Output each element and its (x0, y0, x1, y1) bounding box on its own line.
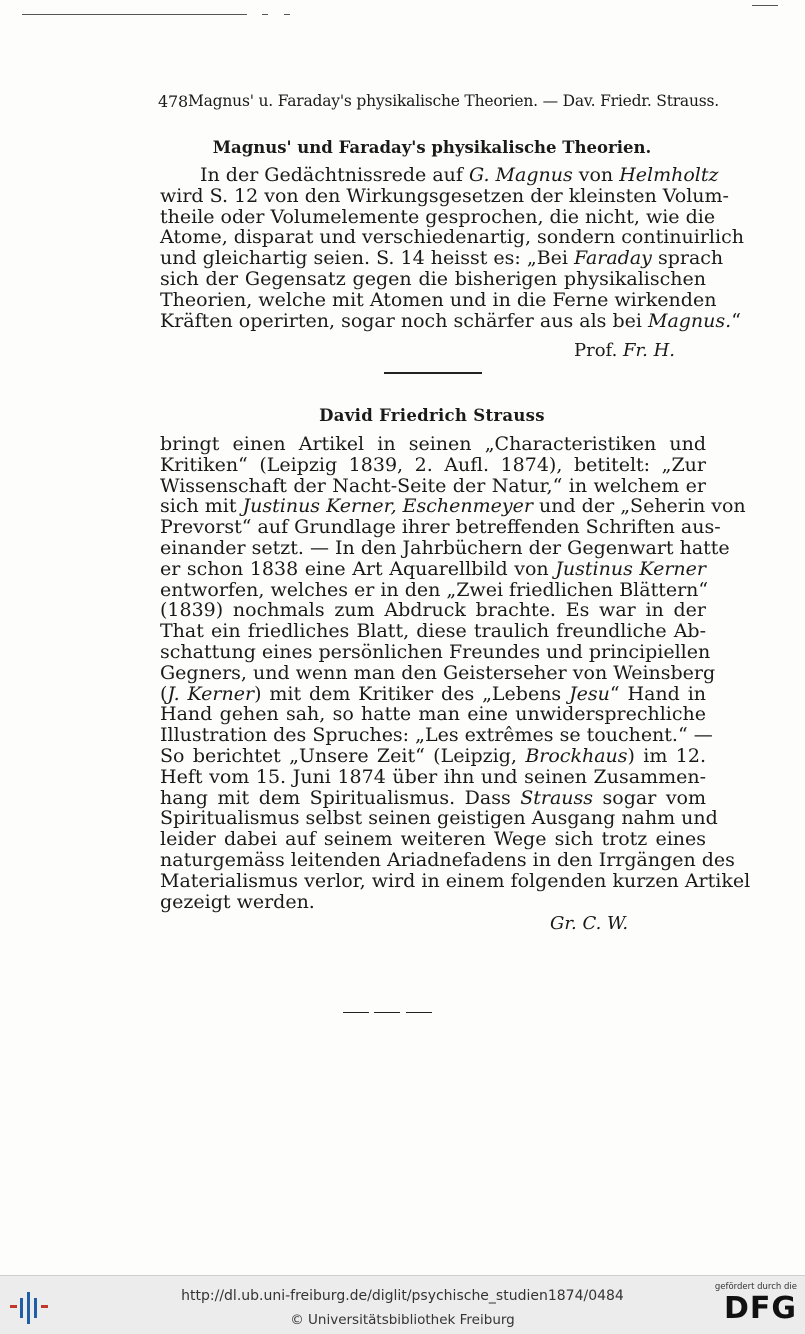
signature-prof-fr-h: Prof. Fr. H. (574, 340, 676, 361)
scan-artifact-mark (752, 5, 778, 6)
text-line: Heft vom 15. Juni 1874 über ihn und seinen Zusammen- (160, 765, 706, 788)
text-line: Materialismus verlor, wird in einem folgenden kurzen Artikel (160, 869, 751, 892)
text-line: hang mit dem Spiritualismus. Dass Strauss sogar vom (160, 786, 707, 809)
dfg-caption: gefördert durch die (714, 1282, 797, 1292)
text-line: sich der Gegensatz gegen die bisherigen physikalischen (160, 267, 706, 290)
text-line: Theorien, welche mit Atomen und in die Ferne wirkenden (160, 288, 717, 311)
end-divider-part (374, 1012, 400, 1013)
text-line: theile oder Volumelemente gesprochen, die nicht, wie die (160, 205, 716, 228)
page-number: 478 (158, 92, 188, 111)
text-line: (J. Kerner) mit dem Kritiker des „Lebens Jesu“ Hand in (160, 682, 707, 705)
text-line: naturgemäss leitenden Ariadnefadens in den Irrgängen des (160, 848, 735, 871)
text-line: Prevorst“ auf Grundlage ihrer betreffenden Schriften aus- (160, 516, 721, 539)
text-line: und gleichartig seien. S. 14 heisst es: „Bei Faraday sprach (160, 247, 724, 270)
scan-artifact-mark (262, 14, 268, 15)
end-divider-part (406, 1012, 432, 1013)
text-line: In der Gedächtnissrede auf G. Magnus von Helmholtz (200, 164, 719, 186)
italic-name: J. Kerner (167, 682, 255, 705)
italic-name: Justinus Kerner, Eschenmeyer (242, 495, 533, 518)
text-line: Kritiken“ (Leipzig 1839, 2. Aufl. 1874), betitelt: „Zur (160, 453, 706, 476)
article-title-magnus-faraday: Magnus' und Faraday's physikalische Theorien. (212, 138, 652, 157)
text-line: Wissenschaft der Nacht-Seite der Natur,“ in welchem er (160, 474, 706, 497)
text-line: leider dabei auf seinem weiteren Wege sich trotz eines (160, 828, 706, 851)
text-line: einander setzt. — In den Jahrbüchern der Gegenwart hatte (160, 536, 730, 559)
text-line: entworfen, welches er in den „Zwei friedlichen Blättern“ (160, 578, 709, 601)
text-line: Atome, disparat und verschiedenartig, sondern continuirlich (160, 226, 744, 249)
text-line: er schon 1838 eine Art Aquarellbild von Justinus Kerner (160, 557, 706, 580)
italic-name: Magnus. (647, 309, 732, 332)
text-line: Hand gehen sah, so hatte man eine unwidersprechliche (160, 703, 706, 726)
text-line: Kräften operirten, sogar noch schärfer aus als bei Magnus.“ (160, 309, 741, 332)
text-line: wird S. 12 von den Wirkungsgesetzen der kleinsten Volum- (160, 184, 729, 207)
text-line: Gegners, und wenn man den Geisterseher von Weinsberg (160, 661, 716, 684)
permalink-url[interactable]: http://dl.ub.uni-freiburg.de/diglit/psychische_studien1874/0484 (181, 1288, 624, 1304)
text-line: sich mit Justinus Kerner, Eschenmeyer und der „Seherin von (160, 495, 746, 518)
text-line: Spiritualismus selbst seinen geistigen Ausgang nahm und (160, 807, 718, 830)
italic-name: Faraday (574, 247, 652, 270)
running-header (158, 92, 719, 111)
italic-name: G. Magnus (468, 164, 573, 186)
copyright-notice: © Universitätsbibliothek Freiburg (290, 1312, 515, 1328)
text-line: gezeigt werden. (160, 890, 315, 913)
text-line: schattung eines persönlichen Freundes und principiellen (160, 640, 711, 663)
text-line: That ein friedliches Blatt, diese traulich freundliche Ab- (160, 620, 706, 643)
italic-name: Jesu (569, 682, 610, 705)
italic-name: Helmholtz (619, 164, 719, 186)
text-line: (1839) nochmals zum Abdruck brachte. Es war in der (160, 599, 706, 622)
dfg-logo (711, 1282, 797, 1330)
article-title-strauss: David Friedrich Strauss (319, 406, 545, 425)
text-line: bringt einen Artikel in seinen „Characteristiken und (160, 433, 706, 455)
dfg-logo-text: DFG (723, 1291, 797, 1326)
scan-artifact-line (22, 14, 247, 15)
italic-name: Brockhaus (525, 744, 628, 767)
article-body-strauss (160, 433, 751, 913)
italic-name: Strauss (520, 786, 594, 809)
italic-name: Justinus Kerner (555, 557, 706, 580)
scan-artifact-mark (284, 14, 290, 15)
text-line: Illustration des Spruches: „Les extrêmes se touchent.“ — (160, 724, 713, 747)
running-title: Magnus' u. Faraday's physikalische Theorien. — Dav. Friedr. Strauss. (187, 92, 719, 110)
article-body-magnus-faraday (160, 164, 744, 332)
viewer-footer (0, 1275, 805, 1334)
text-line: So berichtet „Unsere Zeit“ (Leipzig, Brockhaus) im 12. (160, 744, 706, 767)
end-divider-part (343, 1012, 369, 1013)
section-divider (384, 372, 482, 374)
signature-gr-c-w: Gr. C. W. (550, 913, 629, 934)
